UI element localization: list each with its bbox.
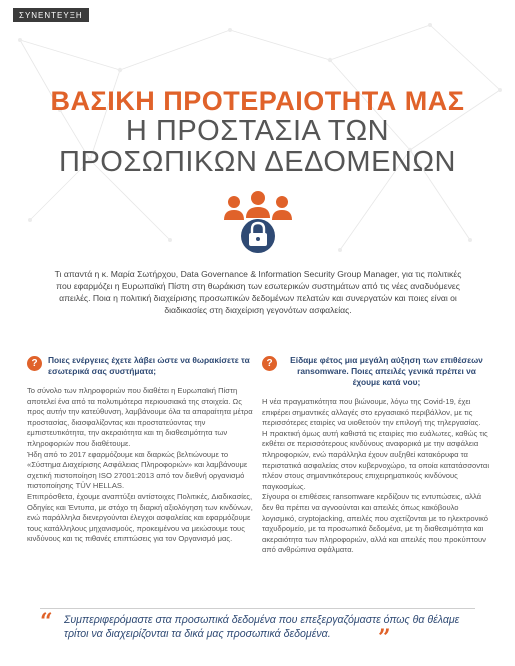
right-answer-paragraph: Η νέα πραγματικότητα που βιώνουμε, λόγω της Covid-19, έχει επιφέρει σημαντικές αλλαγές στο εργασιακό περιβάλλον, με τις περισσότερες εταιρίες να υιοθετούν την επιλογή της τηλεργασίας. <box>262 397 481 428</box>
title-line-1: ΒΑΣΙΚΗ ΠΡΟΤΕΡΑΙΟΤΗΤΑ ΜΑΣ <box>50 86 465 116</box>
title-line-3: ΠΡΟΣΩΠΙΚΩΝ ΔΕΔΟΜΕΝΩΝ <box>59 146 456 178</box>
section-tag: ΣΥΝΕΝΤΕΥΞΗ <box>13 8 89 22</box>
right-question <box>262 355 490 388</box>
left-answer-paragraph: Ήδη από το 2017 εφαρμόζουμε και διαρκώς βελτιώνουμε το «Σύστημα Διαχείρισης Ασφάλειας Πληροφοριών» και λαμβάνουμε σχετική πιστοποίηση ISO 27001:2013 από τον διεθνή οργανισμό πιστοποίησης TÜV HELLAS. <box>27 449 248 491</box>
right-answer-paragraph: Η πρακτική όμως αυτή καθιστά τις εταιρίες πιο ευάλωτες, καθώς τις εκθέτει σε περισσότερους κινδύνους αναφορικά με την ασφάλεια πληροφοριών, ενώ παράλληλα έχουν αυξηθεί κατακόρυφα τα περιστατικά ασφαλείας στον κυβερνοχώρο, τα οποία κατατάσσονται πλέον στους σημαντικότερους επιχειρηματικούς κινδύνους παγκοσμίως. <box>262 428 490 491</box>
quote-divider <box>40 608 475 609</box>
right-column <box>262 355 490 556</box>
page-title <box>0 86 515 178</box>
left-column <box>27 355 255 545</box>
left-question-text: Ποιες ενέργειες έχετε λάβει ώστε να θωρακίσετε τα εσωτερικά σας συστήματα; <box>48 355 250 376</box>
users-lock-icon <box>222 190 294 254</box>
right-answer-paragraph: Σίγουρα οι επιθέσεις ransomware κερδίζουν τις εντυπώσεις, αλλά δεν θα πρέπει να αγνοούνται και απειλές όπως κακόβουλο λογισμικό, cryptojacking, απειλές που σχετίζονται με το ηλεκτρονικό ταχυδρομείο, με τα προσωπικά δεδομένα, με τη διαθεσιμότητα και ακεραιότητα των πληροφοριών, αλλά και απειλές που προκύπτουν από ανθρώπινα σφάλματα. <box>262 492 489 555</box>
intro-paragraph: Τι απαντά η κ. Μαρία Σωτήρχου, Data Governance & Information Security Group Manager, για τις πολιτικές που εφαρμόζει η Ευρωπαϊκή Πίστη στη θωράκιση των εσωτερικών συστημάτων από τις νέες αναδυόμενες απειλές. Ποια η πολιτική διαχείρισης προσωπικών δεδομένων πελατών και συνεργατών και ποιες είναι οι διαδικασίες στη διαχείριση γεγονότων ασφαλείας. <box>54 269 462 315</box>
title-line-2: Η ΠΡΟΣΤΑΣΙΑ ΤΩΝ <box>125 115 390 147</box>
open-quote-icon: “ <box>40 609 53 635</box>
pull-quote: Συμπεριφερόμαστε στα προσωπικά δεδομένα που επεξεργαζόμαστε όπως θα θέλαμε τρίτοι να διαχειρίζονται τα δικά μας προσωπικά δεδομένα. <box>64 614 460 640</box>
left-answer <box>27 386 255 545</box>
right-answer <box>262 397 490 556</box>
right-question-text: Είδαμε φέτος μια μεγάλη αύξηση των επιθέσεων ransomware. Ποιες απειλές γενικά πρέπει να έχουμε κατά νου; <box>290 355 483 387</box>
question-mark-icon: ? <box>27 356 42 371</box>
left-answer-paragraph: Το σύνολο των πληροφοριών που διαθέτει η Ευρωπαϊκή Πίστη αποτελεί ένα από τα πολυτιμότερα περιουσιακά της στοιχεία. Ως προς αυτήν την κατεύθυνση, λαμβάνουμε όλα τα απαραίτητα μέτρα προστασίας, διασφαλίζοντας και προστατεύοντας την εμπιστευτικότητα, την ακεραιότητα και τη διαθεσιμότητα των πληροφοριών που διαθέτουμε. <box>27 386 253 448</box>
question-mark-icon: ? <box>262 356 277 371</box>
left-question <box>27 355 255 377</box>
left-answer-paragraph: Επιπρόσθετα, έχουμε αναπτύξει αντίστοιχες Πολιτικές, Διαδικασίες, Οδηγίες και Έντυπα, με στόχο τη διαρκή αξιολόγηση των κινδύνων, ενώ παράλληλα διενεργούνται έλεγχοι ασφαλείας και εφαρμόζουμε τους κατάλληλους μηχανισμούς, προκειμένου να μειώσουμε τους κινδύνους και τις πιθανές επιπτώσεις για τον Οργανισμό μας. <box>27 491 253 544</box>
close-quote-icon: ” <box>378 625 391 651</box>
